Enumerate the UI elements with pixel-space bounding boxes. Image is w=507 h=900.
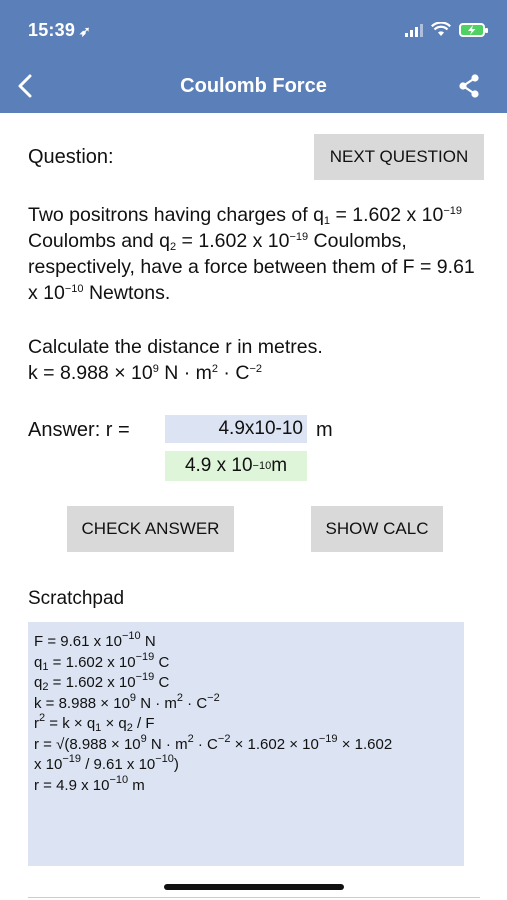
correct-answer-display: 4.9 x 10 −10 m [165, 451, 307, 481]
cellular-signal-icon [405, 23, 423, 37]
battery-charging-icon [459, 23, 485, 37]
page-title: Coulomb Force [180, 75, 327, 97]
check-answer-button[interactable]: CHECK ANSWER [67, 506, 234, 552]
answer-label: Answer: r = [28, 419, 130, 441]
coulomb-constant: $k = 8.988 \times 10^9$ $N \cdot m^2 \cdot C^{-2}$ [28, 362, 262, 384]
calculation-prompt [28, 334, 478, 386]
scratchpad-label: Scratchpad [28, 588, 125, 609]
answer-input[interactable] [165, 415, 307, 443]
scratchpad-line: $k = 8.988 \times 10^9$ $N \cdot m^2 \cdot C^{-2}$ [34, 691, 220, 712]
share-button[interactable] [455, 72, 483, 100]
scratchpad-line: $q_2 = 1.602$ x $10^{-19}$ C [34, 671, 170, 693]
divider [28, 897, 480, 898]
status-time [28, 20, 91, 41]
share-icon [455, 72, 483, 100]
home-indicator[interactable] [164, 884, 344, 890]
answer-unit: m [316, 419, 333, 441]
status-time-text: 15:39 [28, 20, 76, 40]
header-bar [0, 0, 507, 113]
scratchpad-line: F = 9.61 x $10^{-10}$ N [34, 630, 156, 650]
scratchpad-line: $r = √(8.988 \times 10^9$ $N \cdot m^2 \cdot C^{-2} \times 1.602 \times 10^{-19} \times 1.602$ [34, 732, 393, 753]
next-question-button[interactable]: NEXT QUESTION [314, 134, 484, 180]
scratchpad-area[interactable] [28, 622, 464, 866]
question-label: Question: [28, 146, 114, 168]
show-calc-button[interactable]: SHOW CALC [311, 506, 443, 552]
wifi-icon [431, 22, 451, 37]
scratchpad-line: r = 4.9 x $10^{-10}$ m [34, 773, 145, 794]
location-arrow-icon: ➶ [79, 23, 91, 39]
status-icons [405, 22, 485, 37]
prompt-line: Calculate the distance r in metres. [28, 336, 323, 358]
scratchpad-line: x $10^{-19} / 9.61$ x $10^{-10}$) [34, 753, 179, 773]
scratchpad-line: $q_1 = 1.602$ x $10^{-19}$ C [34, 650, 170, 673]
question-text: Two positrons having charges of $q_1 = 1.602$ x $10^{-19}$ Coulombs and $q_2 = 1.602$ x $10^{-19}$ Coulombs, respectively, have a force between them of F = 9.61 x $10^{-10}$ Newtons. [28, 204, 475, 304]
scratchpad-line: $r^2 = k \times q_1 \times q_2 / F$ [34, 712, 155, 734]
